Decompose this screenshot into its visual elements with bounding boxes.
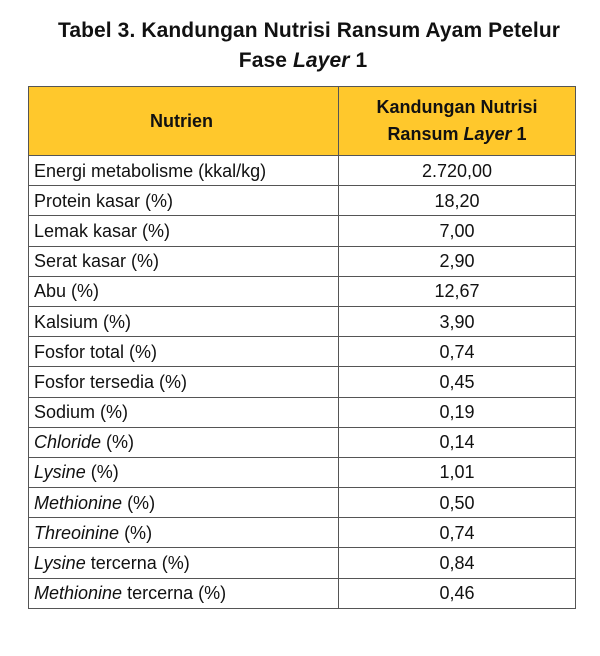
table-row bbox=[29, 427, 576, 457]
nutrient-value: 0,74 bbox=[339, 518, 576, 548]
header-content-italic: Layer bbox=[463, 124, 512, 144]
nutrient-name bbox=[29, 276, 339, 306]
caption-line-2-suffix: 1 bbox=[355, 49, 368, 72]
table-row bbox=[29, 216, 576, 246]
caption-line-2-italic: Layer bbox=[292, 49, 350, 72]
nutrient-value: 7,00 bbox=[339, 216, 576, 246]
nutrient-value: 2,90 bbox=[339, 246, 576, 276]
table-row bbox=[29, 156, 576, 186]
header-nutrient: Nutrien bbox=[29, 87, 339, 156]
nutrient-name-italic: Lysine bbox=[34, 462, 86, 483]
nutrient-value: 0,84 bbox=[339, 548, 576, 578]
table-row bbox=[29, 276, 576, 306]
nutrient-name-text: Kalsium (%) bbox=[34, 311, 132, 332]
nutrient-value: 0,50 bbox=[339, 488, 576, 518]
nutrient-value: 1,01 bbox=[339, 457, 576, 487]
caption-line-2-prefix: Fase bbox=[238, 49, 288, 72]
nutrient-name-text: Energi metabolisme (kkal/kg) bbox=[34, 160, 267, 181]
nutrient-name-text: Protein kasar (%) bbox=[34, 190, 174, 211]
nutrient-name bbox=[29, 367, 339, 397]
nutrient-name-text: (%) bbox=[122, 492, 156, 513]
caption-line-1: Tabel 3. Kandungan Nutrisi Ransum Ayam Petelur bbox=[57, 19, 561, 42]
caption-line-2 bbox=[6, 46, 600, 76]
nutrient-value: 0,45 bbox=[339, 367, 576, 397]
nutrient-name bbox=[29, 427, 339, 457]
nutrient-table bbox=[28, 86, 576, 609]
nutrient-name bbox=[29, 457, 339, 487]
nutrient-value: 0,46 bbox=[339, 578, 576, 608]
nutrient-name-text: Sodium (%) bbox=[34, 402, 129, 423]
nutrient-name bbox=[29, 518, 339, 548]
nutrient-name-text: Fosfor total (%) bbox=[34, 341, 158, 362]
nutrient-name-italic: Chloride bbox=[34, 432, 102, 453]
nutrient-name bbox=[29, 186, 339, 216]
nutrient-name-italic: Methionine bbox=[34, 583, 123, 604]
nutrient-name-italic: Lysine bbox=[34, 553, 86, 574]
header-content-line-1: Kandungan Nutrisi bbox=[376, 97, 538, 117]
nutrient-value: 0,19 bbox=[339, 397, 576, 427]
header-content bbox=[339, 87, 576, 156]
nutrient-name-italic: Threoinine bbox=[34, 522, 120, 543]
nutrient-name-text: tercerna (%) bbox=[122, 583, 227, 604]
nutrient-name bbox=[29, 156, 339, 186]
nutrient-name bbox=[29, 246, 339, 276]
table-row bbox=[29, 548, 576, 578]
nutrient-value: 3,90 bbox=[339, 306, 576, 336]
nutrient-name-text: Lemak kasar (%) bbox=[34, 220, 171, 241]
table-row bbox=[29, 578, 576, 608]
nutrient-name-text: Abu (%) bbox=[34, 281, 100, 302]
nutrient-name bbox=[29, 337, 339, 367]
nutrient-value: 12,67 bbox=[339, 276, 576, 306]
header-content-suffix: 1 bbox=[516, 124, 527, 144]
nutrient-name bbox=[29, 306, 339, 336]
nutrient-name-italic: Methionine bbox=[34, 492, 123, 513]
nutrient-name bbox=[29, 397, 339, 427]
table-row bbox=[29, 306, 576, 336]
nutrient-name-text: Serat kasar (%) bbox=[34, 251, 160, 272]
table-header-row bbox=[29, 87, 576, 156]
table-row bbox=[29, 397, 576, 427]
nutrient-value: 0,14 bbox=[339, 427, 576, 457]
nutrient-name bbox=[29, 578, 339, 608]
nutrient-name-text: (%) bbox=[119, 522, 153, 543]
nutrient-name bbox=[29, 488, 339, 518]
table-row bbox=[29, 367, 576, 397]
nutrient-value: 0,74 bbox=[339, 337, 576, 367]
nutrient-value: 18,20 bbox=[339, 186, 576, 216]
nutrient-name-text: (%) bbox=[101, 432, 135, 453]
table-row bbox=[29, 457, 576, 487]
table-row bbox=[29, 246, 576, 276]
nutrient-name bbox=[29, 548, 339, 578]
table-row bbox=[29, 337, 576, 367]
nutrient-name-text: tercerna (%) bbox=[85, 553, 190, 574]
nutrient-name-text: (%) bbox=[85, 462, 119, 483]
table-body bbox=[29, 156, 576, 609]
nutrient-name bbox=[29, 216, 339, 246]
nutrient-value: 2.720,00 bbox=[339, 156, 576, 186]
nutrient-name-text: Fosfor tersedia (%) bbox=[34, 371, 188, 392]
header-content-prefix: Ransum bbox=[387, 124, 459, 144]
table-row bbox=[29, 518, 576, 548]
table-caption bbox=[0, 16, 600, 76]
table-row bbox=[29, 488, 576, 518]
table-row bbox=[29, 186, 576, 216]
